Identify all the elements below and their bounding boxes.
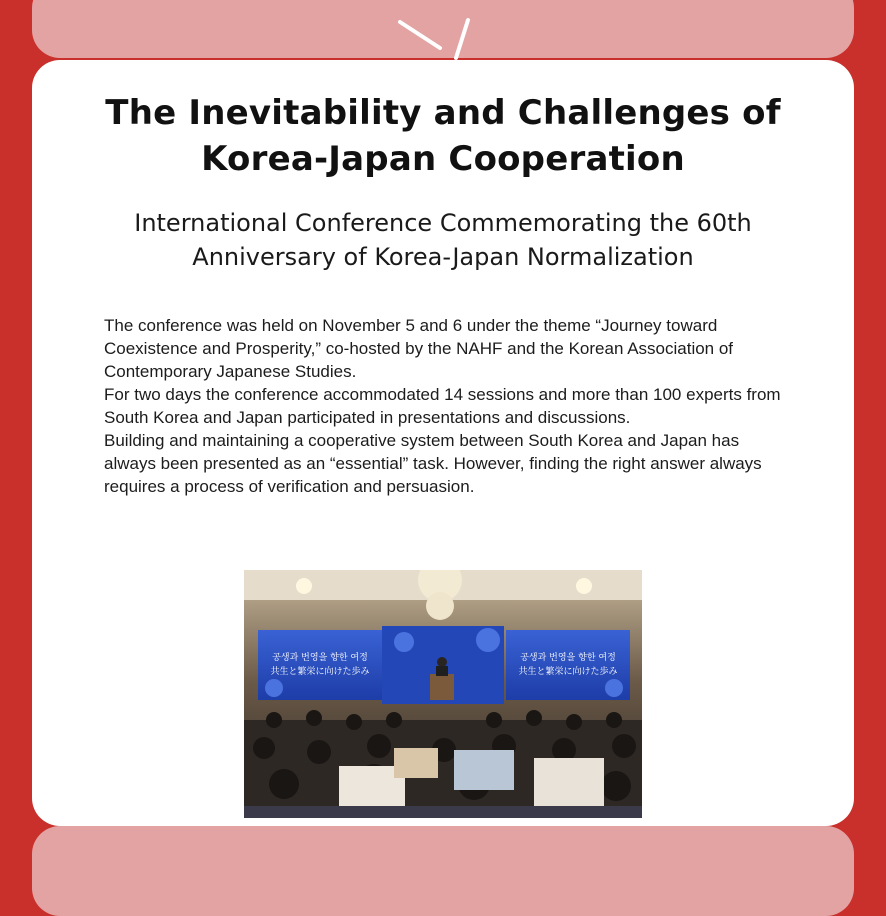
paragraph-sessions: For two days the conference accommodated 14 sessions and more than 100 experts from South Korea and Japan participated in presentations and discussions. (104, 385, 781, 427)
article-body (104, 314, 794, 498)
paragraph-conference: The conference was held on November 5 and 6 under the theme “Journey toward Coexistence and Prosperity,” co-hosted by the NAHF and the Korean Association of Contemporary Japanese Studies. (104, 316, 734, 381)
right-screen-line-2: 共生と繁栄に向けた歩み (518, 667, 618, 677)
page-title (32, 90, 854, 182)
subtitle-line-1: International Conference Commemorating the 60th (134, 209, 752, 237)
conference-photo (244, 570, 642, 818)
left-screen-line-2: 共生と繁栄に向けた歩み (270, 667, 370, 677)
subtitle-line-2: Anniversary of Korea-Japan Normalization (192, 243, 694, 271)
sparkle-icon (392, 14, 482, 66)
left-screen-line-1: 공생과 번영을 향한 여정 (272, 653, 368, 663)
page-subtitle (62, 206, 824, 274)
paragraph-cooperation: Building and maintaining a cooperative system between South Korea and Japan has always been presented as an “essential” task. However, finding the right answer always requires a process of verification and persuasion. (104, 431, 762, 496)
title-line-2: Korea-Japan Cooperation (201, 139, 685, 179)
bottom-tab-decoration (32, 826, 854, 916)
title-line-1: The Inevitability and Challenges of (105, 93, 781, 133)
article-card (32, 60, 854, 826)
right-screen-line-1: 공생과 번영을 향한 여정 (520, 653, 616, 663)
